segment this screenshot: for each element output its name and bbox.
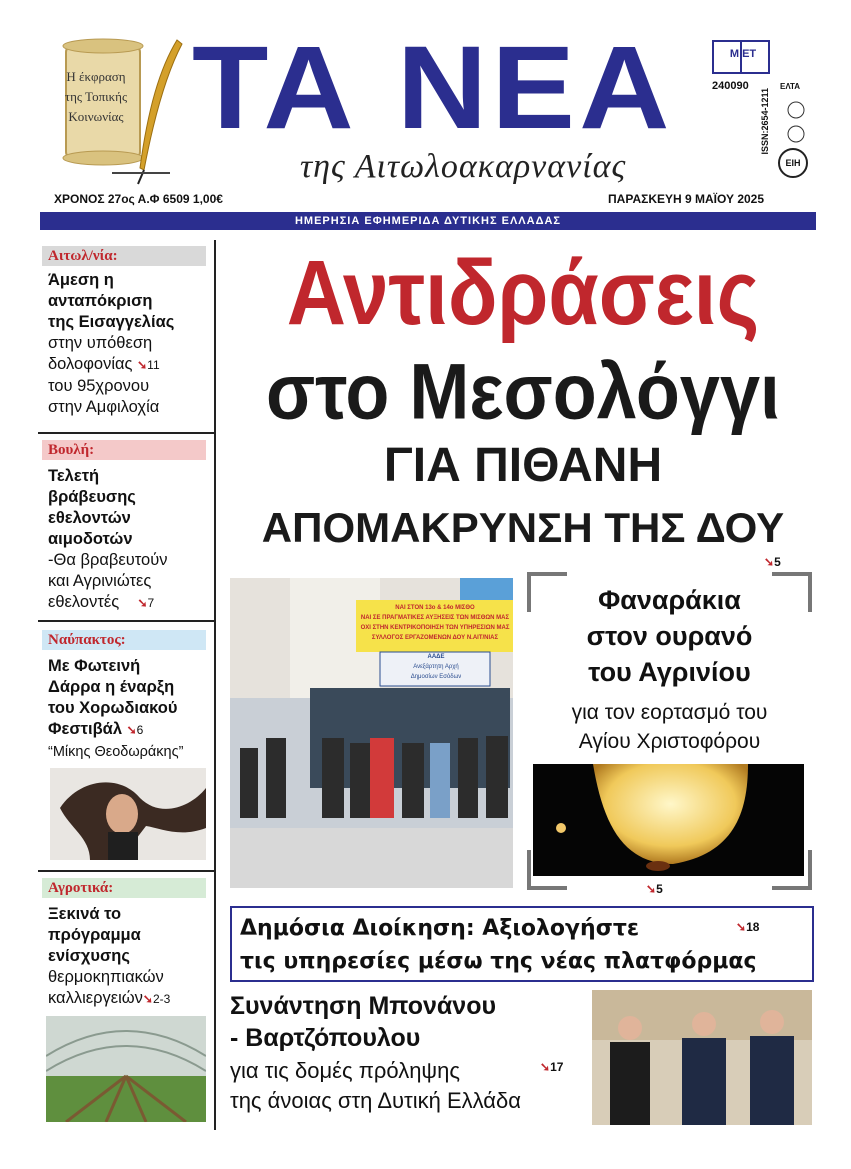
page-ref: 6 [136, 723, 144, 737]
lanterns-title-line: Φαναράκια [598, 585, 741, 615]
aade-sub-2: Δημοσίων Εσόδων [410, 674, 462, 680]
lanterns-sub-line: Αγίου Χριστοφόρου [578, 730, 761, 753]
story-line: θερμοκηπιακών [48, 968, 164, 986]
page-ref-arrow-icon: ➘ [736, 920, 747, 934]
issue-info: ΧΡΟΝΟΣ 27ος Α.Φ 6509 1,00€ [54, 192, 223, 206]
story-bold-line: Φεστιβάλ [48, 720, 123, 738]
page-ref-arrow-icon: ➘ [764, 555, 775, 569]
story-line: εθελοντές [48, 593, 120, 611]
page-ref: 7 [147, 596, 155, 610]
newspaper-subtitle: της Αιτωλοακαρνανίας [300, 148, 627, 185]
lantern-photo[interactable] [533, 764, 804, 876]
lanterns-title-line: του Αγρινίου [588, 657, 751, 687]
page-ref: 17 [550, 1060, 564, 1074]
story-bold-line: ανταπόκριση [48, 292, 153, 310]
aade-sub-1: Ανεξάρτητη Αρχή [413, 664, 459, 670]
logo-line-1: Η έκφραση [66, 69, 126, 84]
page-ref-arrow-icon: ➘ [142, 992, 153, 1006]
elta-label: ΕΛΤΑ [780, 82, 801, 91]
section-label-agrotika: Αγροτικά: [42, 878, 206, 898]
story-line: του 95χρονου [48, 377, 150, 395]
page-ref-arrow-icon: ➘ [137, 358, 148, 372]
page-ref: 5 [774, 555, 781, 569]
meeting-ref [540, 1058, 563, 1076]
lanterns-subtitle [527, 698, 812, 756]
logo-line-3: Κοινωνίας [68, 109, 124, 124]
headline-line-1[interactable]: Αντιδράσεις [286, 242, 760, 345]
story-line: και Αγρινιώτες [48, 572, 152, 590]
story-line: -Θα βραβευτούν [48, 551, 168, 569]
admin-line-1: Δημόσια Διοίκηση: Αξιολογήστε [240, 916, 640, 941]
met-code: 240090 [712, 80, 749, 92]
headline-line-4: ΑΠΟΜΑΚΡΥΝΣΗ ΤΗΣ ΔΟΥ [261, 504, 785, 551]
page-ref: 18 [746, 920, 760, 934]
story-line: καλλιεργειών [48, 989, 143, 1007]
meeting-sub-line: της άνοιας στη Δυτική Ελλάδα [230, 1088, 521, 1113]
meeting-sub-line: για τις δομές πρόληψης [230, 1058, 460, 1083]
section-label-nafpaktos: Ναύπακτος: [42, 630, 206, 650]
tagline-bar: ΗΜΕΡΗΣΙΑ ΕΦΗΜΕΡΙΔΑ ΔΥΤΙΚΗΣ ΕΛΛΑΔΑΣ [40, 212, 816, 230]
section-story-aitol[interactable] [48, 270, 208, 418]
banner-line-2: ΝΑΙ ΣΕ ΠΡΑΓΜΑΤΙΚΕΣ ΑΥΞΗΣΕΙΣ ΤΩΝ ΜΙΣΘΩΝ ΜΑΣ [360, 615, 510, 621]
seal-icon [786, 98, 806, 148]
issue-date: ΠΑΡΑΣΚΕΥΗ 9 ΜΑΪΟΥ 2025 [608, 192, 765, 206]
section-label-aitol: Αιτωλ/νία: [42, 246, 206, 266]
section-story-vouli[interactable] [48, 466, 208, 614]
page-ref: 2-3 [152, 992, 171, 1006]
logo-line-2: της Τοπικής [64, 89, 128, 104]
story-line: “Μίκης Θεοδωράκης” [48, 744, 184, 760]
page-ref-arrow-icon: ➘ [137, 596, 148, 610]
meeting-title-line: Συνάντηση Μπονάνου [230, 992, 497, 1020]
banner-line-1: ΝΑΙ ΣΤΟΝ 13ο & 14ο ΜΙΣΘΟ [395, 605, 475, 611]
lanterns-title[interactable] [527, 582, 812, 690]
story-bold-line: Δάρρα η έναρξη [48, 678, 175, 696]
story-bold-line: της Εισαγγελίας [48, 313, 175, 331]
page-ref-arrow-icon: ➘ [646, 882, 657, 896]
story-bold-line: του Χορωδιακού [48, 699, 178, 717]
lanterns-title-line: στον ουρανό [586, 621, 753, 651]
aade-name: ΑΑΔΕ [427, 654, 445, 660]
story-bold-line: βράβευσης [48, 488, 136, 506]
banner-line-4: ΣΥΛΛΟΓΟΣ ΕΡΓΑΖΟΜΕΝΩΝ ΔΟΥ Ν.ΑΙΤ/ΝΙΑΣ [371, 635, 499, 641]
meeting-subtitle [230, 1056, 590, 1116]
sidebar-divider [38, 870, 214, 872]
story-line: στην υπόθεση [48, 334, 153, 352]
headline-ref [764, 553, 781, 571]
eih-badge: ΕΙΗ [778, 148, 808, 178]
section-label-vouli: Βουλή: [42, 440, 206, 460]
story-bold-line: Άμεση η [48, 271, 114, 289]
meeting-photo[interactable] [592, 990, 812, 1125]
sidebar-divider [38, 432, 214, 434]
story-bold-line: Τελετή [48, 467, 100, 485]
headline-line-2[interactable]: στο Μεσολόγγι [266, 348, 780, 437]
page-ref: 11 [147, 358, 160, 372]
meeting-headline[interactable] [230, 990, 590, 1054]
section-story-agrotika[interactable] [48, 904, 208, 1010]
lanterns-sub-line: για τον εορτασμό του [571, 701, 768, 724]
aade-sign [382, 652, 490, 682]
sidebar [38, 240, 216, 1130]
story-line: στην Αμφιλοχία [48, 398, 160, 416]
singer-photo [50, 768, 206, 860]
banner-line-3: ΟΧΙ ΣΤΗΝ ΚΕΝΤΡΙΚΟΠΟΙΗΣΗ ΤΩΝ ΥΠΗΡΕΣΙΩΝ ΜΑΣ [360, 625, 510, 631]
issn-label: ISSN:2654-1211 [760, 88, 770, 155]
story-bold-line: ενίσχυσης [48, 947, 130, 965]
story-bold-line: εθελοντών [48, 509, 131, 527]
page-ref: 5 [656, 882, 663, 896]
sidebar-divider [38, 620, 214, 622]
meeting-title-line: - Βαρτζόπουλου [230, 1024, 421, 1052]
story-bold-line: αιμοδοτών [48, 530, 133, 548]
story-bold-line: πρόγραμμα [48, 926, 141, 944]
page-ref-arrow-icon: ➘ [126, 723, 137, 737]
banner-text [358, 603, 512, 643]
admin-ref [736, 918, 759, 936]
story-bold-line: Με Φωτεινή [48, 657, 141, 675]
admin-line-2: τις υπηρεσίες μέσω της νέας πλατφόρμας [240, 949, 757, 974]
section-story-nafpaktos[interactable] [48, 656, 208, 763]
newspaper-title: ΤΑ ΝΕΑ [192, 22, 674, 154]
lanterns-ref [646, 880, 663, 898]
greenhouse-photo [46, 1016, 206, 1122]
page-ref-arrow-icon: ➘ [540, 1060, 551, 1074]
story-line: δολοφονίας [48, 355, 133, 373]
headline-line-3: ΓΙΑ ΠΙΘΑΝΗ [383, 439, 663, 492]
story-bold-line: Ξεκινά το [48, 905, 122, 923]
met-label: Μ ΕΤ [729, 48, 757, 60]
admin-headline[interactable] [240, 912, 810, 978]
